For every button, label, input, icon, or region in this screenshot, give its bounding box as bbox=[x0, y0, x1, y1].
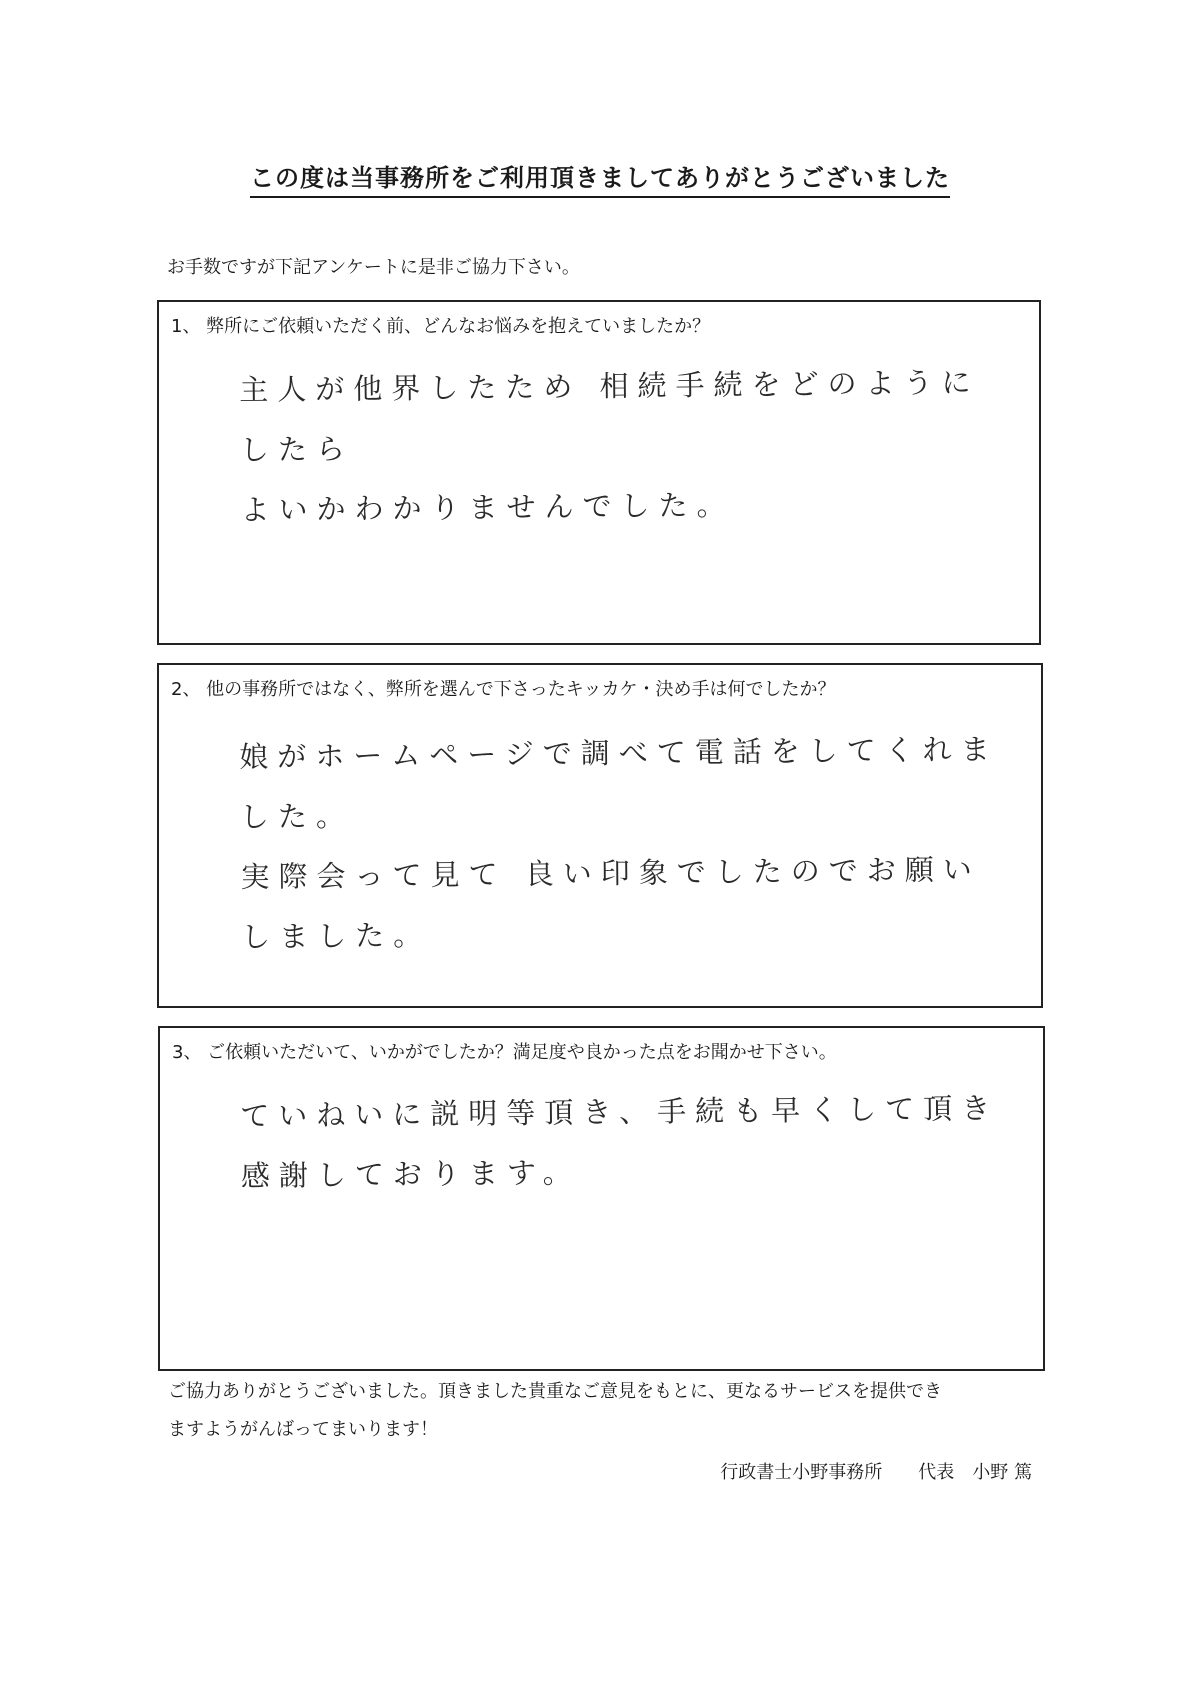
office-name: 行政書士小野事務所 bbox=[720, 1462, 883, 1483]
answer-line: ていねいに説明等頂き、手続も早くして頂き bbox=[240, 1091, 1000, 1133]
answer-line: よいかわかりませんでした。 bbox=[240, 487, 735, 527]
answer-line: 感謝しております。 bbox=[240, 1155, 581, 1193]
answer-text-2 bbox=[239, 719, 1013, 967]
closing-message bbox=[168, 1373, 1048, 1449]
closing-line: ご協力ありがとうございました。頂きました貴重なご意見をもとに、更なるサービスを提供でき bbox=[168, 1381, 942, 1402]
representative-name: 小野 篤 bbox=[972, 1462, 1032, 1483]
question-label-2: 2、 他の事務所ではなく、弊所を選んで下さったキッカケ・決め手は何でしたか？ bbox=[171, 679, 836, 700]
question-box-1 bbox=[157, 300, 1041, 645]
closing-line: ますようがんばってまいります！ bbox=[168, 1419, 438, 1440]
question-label-3: 3、 ご依頼いただいて、いかがでしたか？満足度や良かった点をお聞かせ下さい。 bbox=[172, 1042, 837, 1063]
question-box-2 bbox=[157, 663, 1043, 1008]
intro-text: お手数ですが下記アンケートに是非ご協力下さい。 bbox=[167, 257, 580, 278]
answer-line: 娘がホームページで調べて電話をしてくれました。 bbox=[239, 732, 999, 834]
answer-text-1 bbox=[239, 352, 1011, 540]
representative-role: 代表 bbox=[918, 1462, 955, 1483]
answer-line: 主人が他界したため 相続手続をどのようにしたら bbox=[239, 365, 980, 467]
answer-line: 実際会って見て 良い印象でしたのでお願い bbox=[240, 852, 981, 894]
question-box-3 bbox=[158, 1026, 1045, 1371]
page-title bbox=[0, 158, 1200, 193]
answer-line: しました。 bbox=[241, 917, 432, 954]
page-title-text: この度は当事務所をご利用頂きましてありがとうございました bbox=[250, 164, 950, 198]
question-label-1: 1、 弊所にご依頼いただく前、どんなお悩みを抱えていましたか？ bbox=[171, 316, 711, 337]
signature bbox=[720, 1458, 1032, 1484]
answer-text-3 bbox=[240, 1078, 1014, 1206]
